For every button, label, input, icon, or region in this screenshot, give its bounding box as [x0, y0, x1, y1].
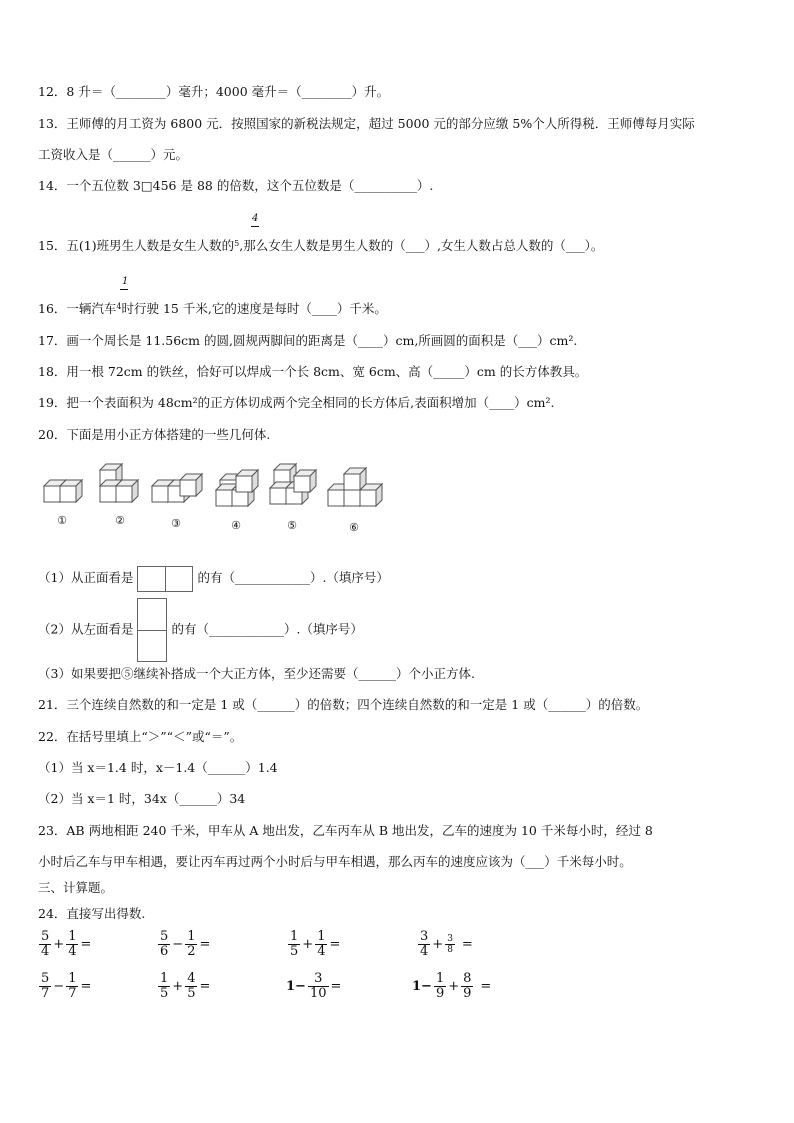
question-19: 19．把一个表面积为 48cm²的正方体切成两个完全相同的长方体后,表面积增加（____）cm². — [38, 395, 555, 410]
denominator: 5 — [187, 986, 196, 1001]
calc-1-3 — [287, 930, 341, 959]
calc-2-2 — [157, 972, 211, 1001]
operator: − — [53, 979, 65, 994]
question-21: 21．三个连续自然数的和一定是 1 或（______）的倍数；四个连续自然数的和一定是 1 或（______）的倍数。 — [38, 697, 649, 712]
numerator: 1 — [187, 929, 196, 944]
q15-fraction-numerator: 4 — [252, 213, 259, 224]
numerator: 5 — [41, 971, 50, 986]
question-14: 14．一个五位数 3□456 是 88 的倍数，这个五位数是（__________）. — [38, 178, 434, 193]
numerator: 5 — [41, 929, 50, 944]
calc-2-3 — [285, 972, 342, 1001]
denominator: 4 — [68, 944, 77, 959]
numerator: 1 — [160, 971, 169, 986]
question-20-1 — [38, 565, 389, 592]
left-view-shape — [137, 598, 167, 662]
question-13-line2: 工资收入是（______）元。 — [38, 147, 189, 162]
denominator: 4 — [41, 944, 50, 959]
figure-label-2: ② — [115, 514, 125, 527]
operator: − — [172, 937, 184, 952]
numerator: 3 — [447, 934, 453, 944]
equals-sign: = — [330, 979, 342, 994]
denominator: 9 — [435, 986, 445, 1001]
question-22-2: （2）当 x＝1 时，34x（______）34 — [38, 791, 246, 806]
question-16 — [38, 299, 387, 317]
denominator: 5 — [160, 986, 169, 1001]
operator: + — [172, 979, 184, 994]
numerator: 5 — [160, 929, 169, 944]
figure-2 — [100, 464, 138, 502]
denominator: 10 — [309, 986, 327, 1001]
question-24: 24．直接写出得数. — [38, 906, 146, 921]
operator: + — [448, 979, 460, 994]
equals-sign: = — [461, 937, 473, 952]
calc-2-1 — [38, 972, 92, 1001]
q20-1-text-before: （1）从正面看是 — [38, 570, 134, 585]
equals-sign: = — [80, 937, 92, 952]
numerator: 1 — [317, 929, 326, 944]
q15-fraction-denominator: 5 — [234, 239, 240, 248]
figure-label-3: ③ — [171, 517, 181, 530]
numerator: 1 — [435, 971, 445, 986]
question-17: 17．画一个周长是 11.56cm 的圆,圆规两脚间的距离是（____）cm,所画圆的面积是（___）cm². — [38, 333, 578, 348]
q15-text-after: ,那么女生人数是男生人数的（___）,女生人数占总人数的（___）。 — [239, 238, 604, 253]
numerator: 4 — [187, 971, 196, 986]
figure-5 — [270, 464, 316, 504]
equals-sign: = — [199, 979, 211, 994]
q16-text-before: 16．一辆汽车 — [38, 301, 117, 316]
figure-3 — [152, 474, 202, 502]
figure-label-1: ① — [57, 514, 67, 527]
denominator: 5 — [290, 944, 299, 959]
calc-2-4 — [411, 972, 492, 1001]
figure-label-4: ④ — [231, 519, 241, 532]
question-15 — [38, 236, 603, 254]
q16-fraction-bar — [120, 289, 128, 290]
q16-text-after: 时行驶 15 千米,它的速度是每时（____）千米。 — [121, 301, 387, 316]
operator: + — [302, 937, 314, 952]
figure-1 — [44, 480, 82, 502]
equals-sign: = — [480, 979, 492, 994]
operator: + — [53, 937, 65, 952]
calc-1-1 — [38, 930, 92, 959]
question-20: 20．下面是用小正方体搭建的一些几何体. — [38, 427, 271, 442]
denominator: 7 — [68, 986, 77, 1001]
q16-fraction-numerator: 1 — [122, 276, 129, 287]
numerator: 8 — [463, 971, 472, 986]
question-20-2 — [38, 598, 363, 662]
question-23-line2: 小时后乙车与甲车相遇，要让丙车再过两个小时后与甲车相遇，那么丙车的速度应该为（___）千米每小时。 — [38, 854, 632, 869]
question-12: 12．8 升＝（________）毫升；4000 毫升＝（________）升。 — [38, 84, 390, 99]
equals-sign: = — [80, 979, 92, 994]
numerator: 1 — [68, 929, 77, 944]
operator: 1− — [412, 979, 432, 994]
numerator: 3 — [420, 929, 429, 944]
figure-6 — [328, 468, 382, 506]
question-22-1: （1）当 x＝1.4 时，x－1.4（______）1.4 — [38, 760, 278, 775]
figure-label-6: ⑥ — [349, 521, 359, 534]
denominator: 6 — [160, 944, 169, 959]
denominator: 8 — [447, 945, 453, 955]
question-20-3: （3）如果要把⑤继续补搭成一个大正方体，至少还需要（______）个小正方体. — [38, 666, 475, 681]
figure-label-5: ⑤ — [287, 519, 297, 532]
numerator: 3 — [308, 972, 329, 987]
section-3-heading: 三、计算题。 — [38, 880, 114, 895]
equals-sign: = — [329, 937, 341, 952]
front-view-shape — [137, 566, 193, 592]
q20-1-text-after: 的有（____________）.（填序号） — [197, 570, 389, 585]
cube-figures — [40, 462, 390, 542]
operator: 1− — [286, 979, 306, 994]
q15-text-before: 15．五(1)班男生人数是女生人数的 — [38, 238, 235, 253]
q15-fraction-bar — [251, 226, 259, 227]
equals-sign: = — [199, 937, 211, 952]
numerator: 1 — [290, 929, 299, 944]
calc-1-2 — [157, 930, 211, 959]
question-13-line1: 13．王师傅的月工资为 6800 元．按照国家的新税法规定，超过 5000 元的部分应缴 5%个人所得税．王师傅每月实际 — [38, 116, 695, 131]
figure-4 — [216, 470, 258, 506]
denominator: 4 — [420, 944, 429, 959]
denominator: 4 — [317, 944, 326, 959]
denominator: 9 — [463, 986, 472, 1001]
question-23-line1: 23．AB 两地相距 240 千米，甲车从 A 地出发，乙车丙车从 B 地出发，乙车的速度为 10 千米每小时，经过 8 — [38, 823, 653, 838]
calc-1-4 — [417, 930, 474, 959]
q20-2-text-before: （2）从左面看是 — [38, 621, 134, 637]
question-18: 18．用一根 72cm 的铁丝，恰好可以焊成一个长 8cm、宽 6cm、高（_____）cm 的长方体教具。 — [38, 364, 588, 379]
denominator: 7 — [41, 986, 50, 1001]
question-22: 22．在括号里填上“＞”“＜”或“＝”。 — [38, 729, 243, 744]
q20-2-text-after: 的有（____________）.（填序号） — [171, 621, 363, 637]
operator: + — [432, 937, 444, 952]
q16-fraction-denominator: 4 — [116, 302, 122, 311]
numerator: 1 — [68, 971, 77, 986]
denominator: 2 — [187, 944, 196, 959]
